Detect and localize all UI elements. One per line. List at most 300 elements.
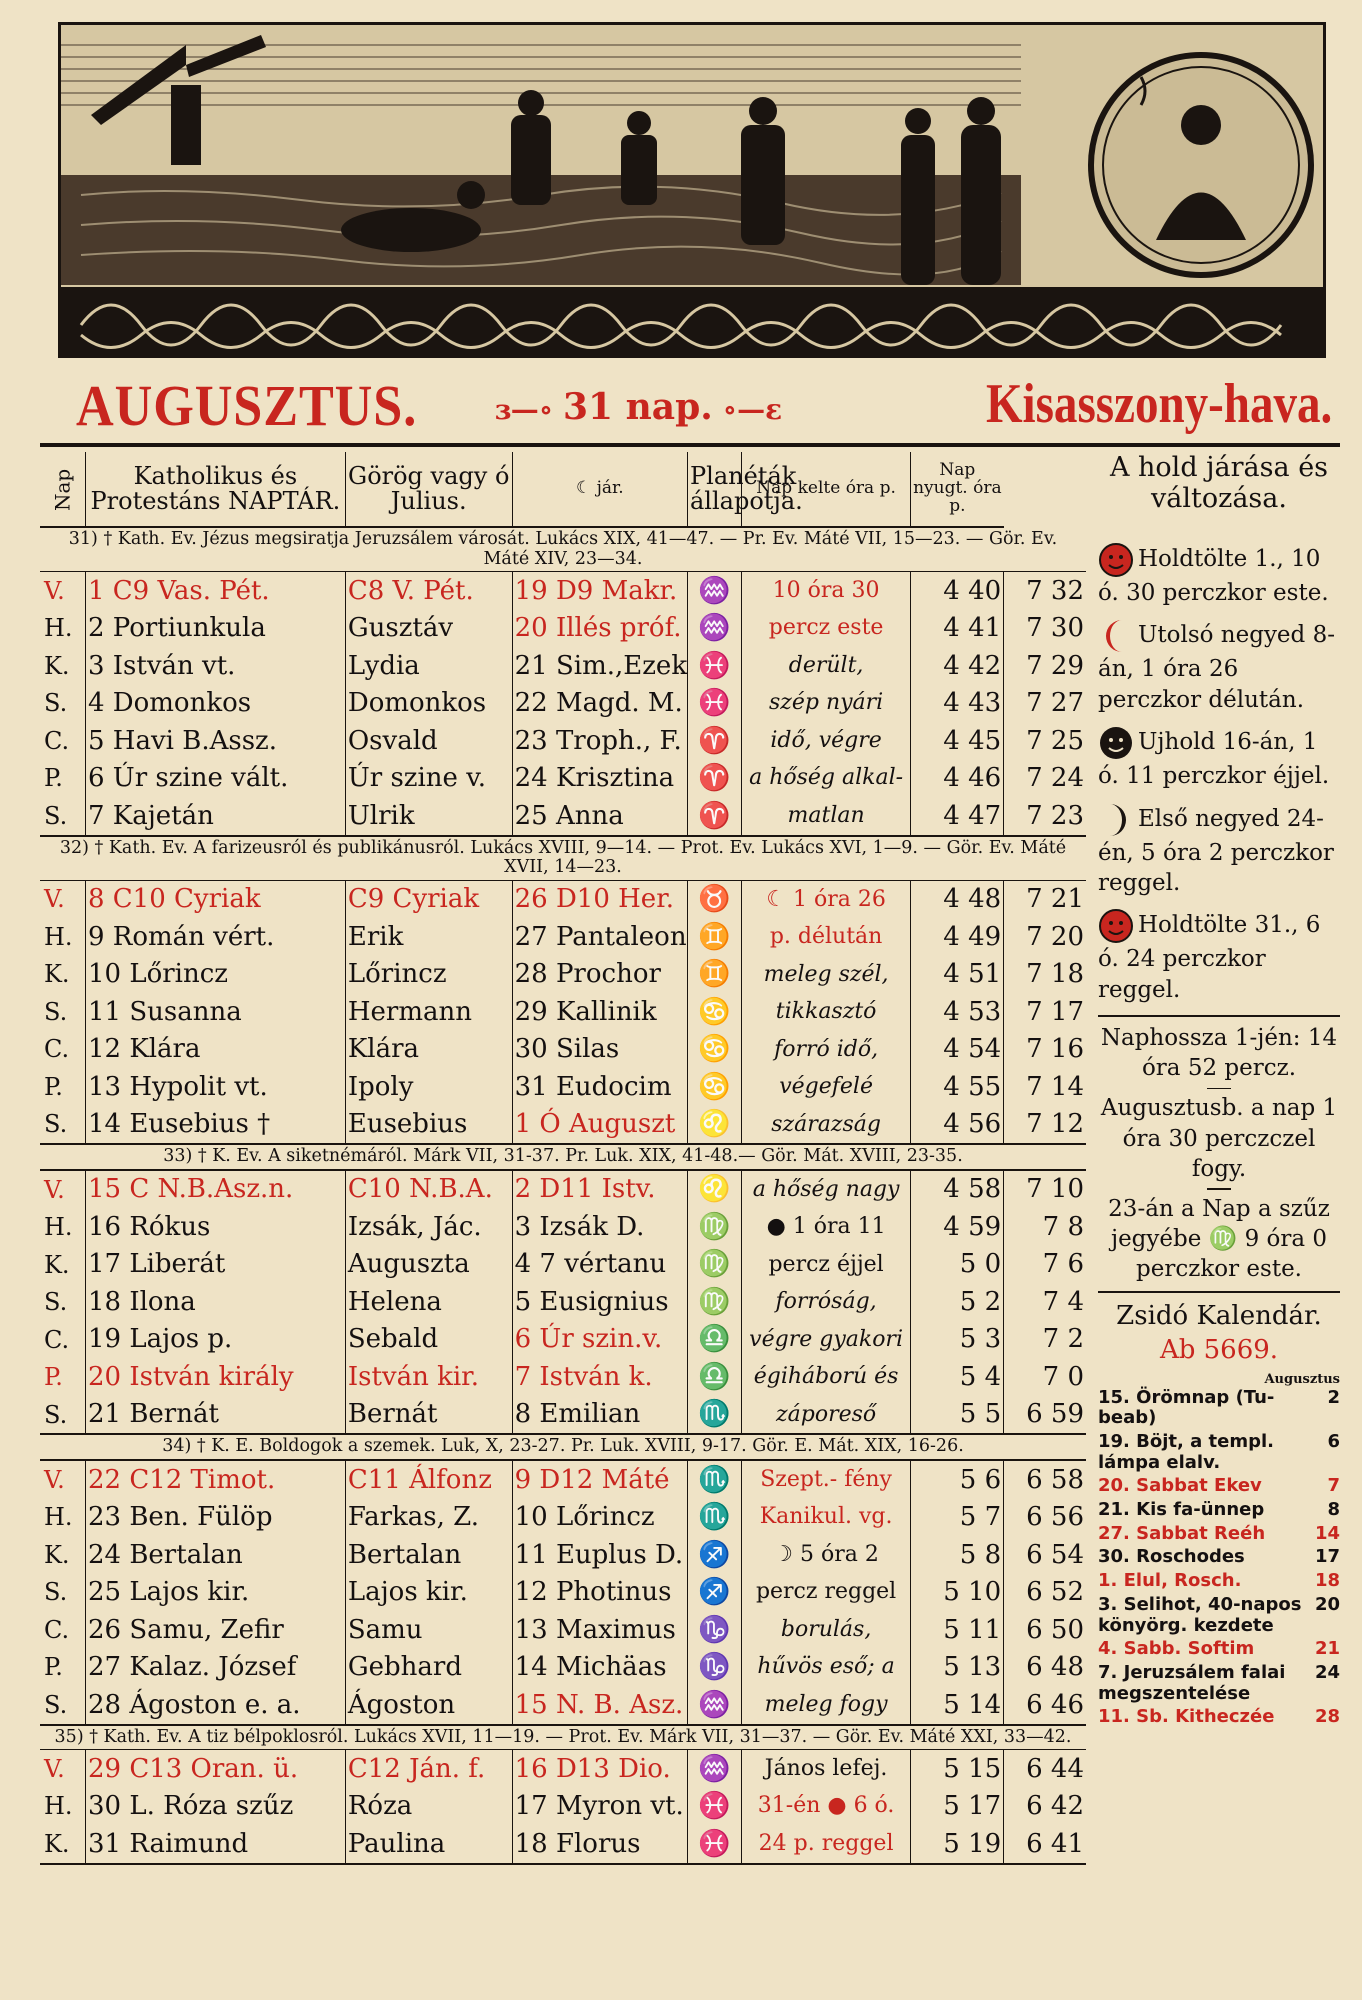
protestant-name-cell: Ágoston [345, 1686, 512, 1725]
greek-feast-cell: 26 D10 Her. [512, 880, 687, 918]
sunset-cell: 6 58 [1004, 1460, 1086, 1499]
protestant-name-cell: Erik [345, 918, 512, 956]
day-row [40, 1460, 1086, 1499]
header-rule [40, 443, 1340, 447]
greek-feast-cell: 13 Maximus [512, 1611, 687, 1649]
sunrise-cell: 5 19 [911, 1825, 1004, 1864]
catholic-feast-cell: 30 L. Róza szűz [85, 1788, 345, 1826]
jewish-calendar-item [1098, 1595, 1340, 1636]
jewish-calendar-day: 18 [1314, 1570, 1340, 1592]
day-row [40, 647, 1086, 685]
jewish-calendar-day: 21 [1314, 1638, 1340, 1660]
zodiac-icon: ♍ [688, 1246, 742, 1284]
col-nap: Nap [40, 452, 85, 527]
jewish-calendar-event: 3. Selihot, 40-napos könyörg. kezdete [1098, 1593, 1302, 1636]
protestant-name-cell: Samu [345, 1611, 512, 1649]
week-gospel-row [40, 1725, 1086, 1750]
day-row [40, 797, 1086, 836]
day-row [40, 1499, 1086, 1537]
zodiac-icon: ♋ [688, 1031, 742, 1069]
moon-phase-text: Utolsó negyed 8-án, 1 óra 26 perczkor délután. [1098, 622, 1335, 713]
greek-feast-cell: 1 Ó Auguszt [512, 1106, 687, 1145]
weekday-cell: V. [44, 1754, 65, 1783]
jewish-calendar-event: 20. Sabbat Ekev [1098, 1475, 1262, 1497]
day-row [40, 1396, 1086, 1435]
sunset-cell: 7 17 [1004, 993, 1086, 1031]
greek-feast-cell: 5 Eusignius [512, 1283, 687, 1321]
sidebar-short-rule [1207, 1088, 1231, 1090]
full-moon-icon [1098, 912, 1138, 938]
zodiac-icon: ♐ [688, 1536, 742, 1574]
moon-phase-item [1098, 618, 1340, 715]
protestant-name-cell: Auguszta [345, 1246, 512, 1284]
catholic-feast-cell: 26 Samu, Zefir [85, 1611, 345, 1649]
jewish-calendar-event: 15. Örömnap (Tubeab) [1098, 1386, 1275, 1429]
col-sunset: Nap nyugt. óra p. [911, 452, 1004, 527]
weather-cell: a hőség nagy [742, 1170, 911, 1209]
sidebar-short-rule [1207, 1188, 1231, 1190]
right-ornament-icon: ∘—ɛ [712, 393, 783, 426]
day-row [40, 1068, 1086, 1106]
sunrise-cell: 5 11 [911, 1611, 1004, 1649]
sunset-cell: 7 16 [1004, 1031, 1086, 1069]
weather-cell: ● 1 óra 11 [742, 1208, 911, 1246]
catholic-feast-cell: 5 Havi B.Assz. [85, 722, 345, 760]
weather-cell: 31-én ● 6 ó. [742, 1788, 911, 1826]
weekday-cell: K. [44, 651, 70, 680]
protestant-name-cell: Gusztáv [345, 610, 512, 648]
col-sunrise: Nap kelte óra p. [742, 452, 911, 527]
weather-cell: záporeső [742, 1396, 911, 1435]
catholic-feast-cell: 22 C12 Timot. [85, 1460, 345, 1499]
protestant-name-cell: Bertalan [345, 1536, 512, 1574]
sunrise-cell: 5 7 [911, 1499, 1004, 1537]
sunrise-cell: 4 40 [911, 572, 1004, 610]
protestant-name-cell: C9 Cyriak [345, 880, 512, 918]
sunrise-cell: 5 6 [911, 1460, 1004, 1499]
protestant-name-cell: István kir. [345, 1358, 512, 1396]
protestant-name-cell: Bernát [345, 1396, 512, 1435]
jewish-calendar-title: Zsidó Kalendár. [1116, 1300, 1322, 1331]
protestant-name-cell: Lajos kir. [345, 1574, 512, 1612]
week-gospel-row [40, 836, 1086, 881]
harvest-illustration [58, 22, 1326, 358]
weather-cell: percz reggel [742, 1574, 911, 1612]
protestant-name-cell: Eusebius [345, 1106, 512, 1145]
weekday-cell: P. [44, 1653, 63, 1682]
greek-feast-cell: 18 Florus [512, 1825, 687, 1864]
day-decrease: Augusztusb. a nap 1 óra 30 perczczel fogy. [1100, 1095, 1338, 1182]
greek-feast-cell: 10 Lőrincz [512, 1499, 687, 1537]
catholic-feast-cell: 7 Kajetán [85, 797, 345, 836]
weather-cell: 10 óra 30 [742, 572, 911, 610]
full-moon-icon [1098, 546, 1138, 572]
col-greek: Görög vagy ó Julius. [345, 452, 512, 527]
greek-feast-cell: 8 Emilian [512, 1396, 687, 1435]
greek-feast-cell: 29 Kallinik [512, 993, 687, 1031]
weather-cell: matlan [742, 797, 911, 836]
sunrise-cell: 4 45 [911, 722, 1004, 760]
weekday-cell: S. [44, 689, 68, 718]
greek-feast-cell: 25 Anna [512, 797, 687, 836]
sunset-cell: 7 10 [1004, 1170, 1086, 1209]
jewish-calendar-item [1098, 1571, 1340, 1592]
catholic-feast-cell: 1 C9 Vas. Pét. [85, 572, 345, 610]
sunset-cell: 7 32 [1004, 572, 1086, 610]
protestant-name-cell: Helena [345, 1283, 512, 1321]
greek-feast-cell: 7 István k. [512, 1358, 687, 1396]
day-row [40, 1358, 1086, 1396]
sunrise-cell: 5 0 [911, 1246, 1004, 1284]
sunrise-cell: 4 49 [911, 918, 1004, 956]
sunset-cell: 6 46 [1004, 1686, 1086, 1725]
moon-phase-item [1098, 908, 1340, 1005]
day-row [40, 1825, 1086, 1864]
catholic-feast-cell: 4 Domonkos [85, 685, 345, 723]
weather-cell: végre gyakori [742, 1321, 911, 1359]
sunrise-cell: 5 4 [911, 1358, 1004, 1396]
jewish-calendar-item [1098, 1524, 1340, 1545]
jewish-calendar-day: 28 [1314, 1706, 1340, 1728]
sunrise-cell: 5 3 [911, 1321, 1004, 1359]
jewish-calendar-event: 30. Roschodes [1098, 1546, 1245, 1568]
moon-phase-text: Holdtölte 1., 10 ó. 30 perczkor este. [1098, 546, 1329, 607]
greek-feast-cell: 16 D13 Dio. [512, 1750, 687, 1788]
weekday-cell: V. [44, 885, 65, 914]
protestant-name-cell: Hermann [345, 993, 512, 1031]
jewish-calendar-day: 6 [1327, 1431, 1340, 1452]
sunset-cell: 6 52 [1004, 1574, 1086, 1612]
sunset-cell: 7 29 [1004, 647, 1086, 685]
sunrise-cell: 4 42 [911, 647, 1004, 685]
greek-feast-cell: 27 Pantaleon [512, 918, 687, 956]
moon-phase-item [1098, 725, 1340, 791]
zodiac-icon: ♍ [688, 1283, 742, 1321]
zodiac-icon: ♍ [688, 1208, 742, 1246]
catholic-feast-cell: 17 Liberát [85, 1246, 345, 1284]
greek-feast-cell: 4 7 vértanu [512, 1246, 687, 1284]
weather-cell: János lefej. [742, 1750, 911, 1788]
first-quarter-icon [1098, 806, 1138, 832]
day-row [40, 1574, 1086, 1612]
moon-phases-title: A hold járása és változása. [1109, 452, 1329, 515]
week-gospel-text: 34) † K. E. Boldogok a szemek. Luk, X, 23-27. Pr. Luk. XVIII, 9-17. Gör. E. Mát. XIX, 16-26. [40, 1434, 1086, 1460]
weather-cell: égiháború és [742, 1358, 911, 1396]
sunrise-cell: 4 59 [911, 1208, 1004, 1246]
sunset-cell: 7 25 [1004, 722, 1086, 760]
sunrise-cell: 5 5 [911, 1396, 1004, 1435]
greek-feast-cell: 23 Troph., F. [512, 722, 687, 760]
week-gospel-text: 31) † Kath. Ev. Jézus megsiratja Jeruzsálem városát. Lukács XIX, 41—47. — Pr. Ev. Máté VII, 15—23. — Gör. Ev. Máté XIV, 23—34. [40, 527, 1086, 572]
day-row [40, 722, 1086, 760]
sunrise-cell: 4 58 [911, 1170, 1004, 1209]
sunrise-cell: 4 43 [911, 685, 1004, 723]
greek-feast-cell: 22 Magd. M. [512, 685, 687, 723]
protestant-name-cell: C8 V. Pét. [345, 572, 512, 610]
sunset-cell: 7 30 [1004, 610, 1086, 648]
greek-feast-cell: 12 Photinus [512, 1574, 687, 1612]
weather-cell: ☾ 1 óra 26 [742, 880, 911, 918]
protestant-name-cell: C11 Álfonz [345, 1460, 512, 1499]
weekday-cell: H. [44, 1792, 73, 1821]
moon-phase-text: Első negyed 24-én, 5 óra 2 perczkor reggel. [1098, 805, 1334, 896]
jewish-calendar-column-label: Augusztus [1264, 1372, 1340, 1388]
weekday-cell: C. [44, 1325, 70, 1354]
moon-phase-list [1098, 542, 1340, 1005]
col-planets: Planéták állapotja. [688, 452, 742, 527]
catholic-feast-cell: 12 Klára [85, 1031, 345, 1069]
jewish-calendar-event: 19. Böjt, a templ. lámpa elalv. [1098, 1431, 1274, 1473]
zodiac-icon: ♊ [688, 918, 742, 956]
sunset-cell: 7 12 [1004, 1106, 1086, 1145]
weather-cell: idő, végre [742, 722, 911, 760]
protestant-name-cell: Ipoly [345, 1068, 512, 1106]
sunrise-cell: 5 15 [911, 1750, 1004, 1788]
week-gospel-text: 33) † K. Ev. A siketnémáról. Márk VII, 31-37. Pr. Luk. XIX, 41-48.— Gör. Mát. XVIII, 23-35. [40, 1144, 1086, 1170]
sidebar [1098, 452, 1340, 1731]
week-gospel-row [40, 1434, 1086, 1460]
sun-sign-entry: 23-án a Nap a szűz jegyébe ♍ 9 óra 0 perczkor este. [1108, 1195, 1330, 1283]
catholic-feast-cell: 21 Bernát [85, 1396, 345, 1435]
weekday-cell: S. [40, 797, 85, 836]
moon-phase-text: Ujhold 16-án, 1 ó. 11 perczkor éjjel. [1098, 729, 1330, 790]
sunset-cell: 7 0 [1004, 1358, 1086, 1396]
day-length: Naphossza 1-jén: 14 óra 52 percz. [1100, 1024, 1338, 1082]
greek-feast-cell: 17 Myron vt. [512, 1788, 687, 1826]
sunset-cell: 7 4 [1004, 1283, 1086, 1321]
weekday-cell: C. [44, 1615, 70, 1644]
zodiac-icon: ♈ [688, 722, 742, 760]
day-row [40, 1750, 1086, 1788]
greek-feast-cell: 15 N. B. Asz. [512, 1686, 687, 1725]
sunrise-cell: 5 10 [911, 1574, 1004, 1612]
zodiac-icon: ♒ [688, 1750, 742, 1788]
jewish-calendar-day: 14 [1314, 1522, 1340, 1544]
zodiac-icon: ♈ [688, 797, 742, 836]
sunrise-cell: 5 17 [911, 1788, 1004, 1826]
weekday-cell: S. [40, 1686, 85, 1725]
weather-cell: ☽ 5 óra 2 [742, 1536, 911, 1574]
jewish-calendar-item [1098, 1432, 1340, 1473]
jewish-calendar-day: 2 [1327, 1386, 1340, 1408]
sunrise-cell: 4 51 [911, 956, 1004, 994]
moon-phase-text: Holdtölte 31., 6 ó. 24 perczkor reggel. [1098, 912, 1321, 1003]
day-row [40, 1283, 1086, 1321]
zodiac-icon: ♓ [688, 1825, 742, 1864]
greek-feast-cell: 20 Illés próf. [512, 610, 687, 648]
day-row [40, 685, 1086, 723]
zodiac-icon: ♌ [688, 1106, 742, 1145]
sunrise-cell: 5 13 [911, 1649, 1004, 1687]
jewish-calendar-item [1098, 1547, 1340, 1568]
col-catholic: Katholikus és Protestáns NAPTÁR. [85, 452, 345, 527]
day-row [40, 610, 1086, 648]
day-row [40, 1611, 1086, 1649]
day-row [40, 1170, 1086, 1209]
protestant-name-cell: Osvald [345, 722, 512, 760]
greek-feast-cell: 21 Sim.,Ezek [512, 647, 687, 685]
catholic-feast-cell: 23 Ben. Fülöp [85, 1499, 345, 1537]
jewish-calendar-item [1098, 1639, 1340, 1660]
weekday-cell: C. [44, 1035, 70, 1064]
sunset-cell: 7 27 [1004, 685, 1086, 723]
jewish-calendar-event: 7. Jeruzsálem falai megszentelése [1098, 1661, 1286, 1704]
zodiac-icon: ♐ [688, 1574, 742, 1612]
weekday-cell: K. [44, 960, 70, 989]
sidebar-divider [1098, 1291, 1340, 1293]
greek-feast-cell: 2 D11 Istv. [512, 1170, 687, 1209]
weather-cell: Szept.- fény [742, 1460, 911, 1499]
day-row [40, 1208, 1086, 1246]
greek-feast-cell: 19 D9 Makr. [512, 572, 687, 610]
day-row [40, 993, 1086, 1031]
zodiac-icon: ♎ [688, 1358, 742, 1396]
zodiac-icon: ♏ [688, 1499, 742, 1537]
week-gospel-row [40, 1144, 1086, 1170]
protestant-name-cell: Farkas, Z. [345, 1499, 512, 1537]
protestant-name-cell: Ulrik [345, 797, 512, 836]
zodiac-icon: ♓ [688, 1788, 742, 1826]
sunrise-cell: 5 2 [911, 1283, 1004, 1321]
greek-feast-cell: 24 Krisztina [512, 760, 687, 798]
weekday-cell: S. [44, 1578, 68, 1607]
sunrise-cell: 4 53 [911, 993, 1004, 1031]
sunrise-cell: 4 54 [911, 1031, 1004, 1069]
sunrise-cell: 4 56 [911, 1106, 1004, 1145]
jewish-calendar-event: 11. Sb. Kitheczée [1098, 1706, 1275, 1728]
weather-cell: meleg fogy [742, 1686, 911, 1725]
zodiac-icon: ♑ [688, 1649, 742, 1687]
weekday-cell: P. [44, 1363, 63, 1392]
day-row [40, 1536, 1086, 1574]
protestant-name-cell: Úr szine v. [345, 760, 512, 798]
weekday-cell: H. [44, 614, 73, 643]
zodiac-icon: ♈ [688, 760, 742, 798]
jewish-calendar-list [1098, 1388, 1340, 1728]
greek-feast-cell: 30 Silas [512, 1031, 687, 1069]
zodiac-icon: ♒ [688, 572, 742, 610]
jewish-calendar-item [1098, 1707, 1340, 1728]
greek-feast-cell: 28 Prochor [512, 956, 687, 994]
weather-cell: forró idő, [742, 1031, 911, 1069]
protestant-name-cell: Lydia [345, 647, 512, 685]
jewish-calendar-event: 4. Sabb. Softim [1098, 1638, 1255, 1660]
weather-cell: végefelé [742, 1068, 911, 1106]
jewish-calendar-item [1098, 1500, 1340, 1521]
protestant-name-cell: Klára [345, 1031, 512, 1069]
zodiac-icon: ♌ [688, 1170, 742, 1209]
sunset-cell: 6 56 [1004, 1499, 1086, 1537]
weather-cell: szárazság [742, 1106, 911, 1145]
sunset-cell: 7 6 [1004, 1246, 1086, 1284]
zodiac-icon: ♋ [688, 993, 742, 1031]
catholic-feast-cell: 14 Eusebius † [85, 1106, 345, 1145]
weather-cell: percz éjjel [742, 1246, 911, 1284]
protestant-name-cell: Lőrincz [345, 956, 512, 994]
catholic-feast-cell: 18 Ilona [85, 1283, 345, 1321]
day-row [40, 1031, 1086, 1069]
greek-feast-cell: 14 Michäas [512, 1649, 687, 1687]
moon-phase-item [1098, 542, 1340, 608]
catholic-feast-cell: 13 Hypolit vt. [85, 1068, 345, 1106]
weekday-cell: S. [44, 1288, 68, 1317]
day-row [40, 1686, 1086, 1725]
zodiac-icon: ♒ [688, 610, 742, 648]
left-ornament-icon: ɜ—∘ [495, 393, 563, 426]
catholic-feast-cell: 9 Román vért. [85, 918, 345, 956]
weekday-cell: V. [44, 576, 65, 605]
medallion-icon [1091, 55, 1311, 275]
catholic-feast-cell: 19 Lajos p. [85, 1321, 345, 1359]
sunset-cell: 7 20 [1004, 918, 1086, 956]
days-count-text: 31 nap. [563, 386, 713, 428]
zodiac-icon: ♑ [688, 1611, 742, 1649]
sunrise-cell: 4 55 [911, 1068, 1004, 1106]
week-gospel-row [40, 527, 1086, 572]
day-row [40, 1788, 1086, 1826]
sunrise-cell: 5 14 [911, 1686, 1004, 1725]
weekday-cell: H. [44, 1503, 73, 1532]
greek-feast-cell: 11 Euplus D. [512, 1536, 687, 1574]
weather-cell: borulás, [742, 1611, 911, 1649]
protestant-name-cell: Izsák, Jác. [345, 1208, 512, 1246]
catholic-feast-cell: 25 Lajos kir. [85, 1574, 345, 1612]
weekday-cell: K. [44, 1250, 70, 1279]
last-quarter-icon [1098, 622, 1138, 648]
month-alt-name: Kisasszony-hava. [985, 373, 1332, 435]
sunset-cell: 6 59 [1004, 1396, 1086, 1435]
weather-cell: Kanikul. vg. [742, 1499, 911, 1537]
jewish-calendar-event: 21. Kis fa-ünnep [1098, 1499, 1265, 1521]
sunset-cell: 7 8 [1004, 1208, 1086, 1246]
moon-phase-item [1098, 802, 1340, 899]
protestant-name-cell: Domonkos [345, 685, 512, 723]
jewish-calendar-event: 1. Elul, Rosch. [1098, 1570, 1242, 1592]
weekday-cell: P. [44, 764, 63, 793]
protestant-name-cell: Róza [345, 1788, 512, 1826]
col-moon: ☾ jár. [512, 452, 687, 527]
catholic-feast-cell: 24 Bertalan [85, 1536, 345, 1574]
sunset-cell: 7 24 [1004, 760, 1086, 798]
catholic-feast-cell: 3 István vt. [85, 647, 345, 685]
catholic-feast-cell: 31 Raimund [85, 1825, 345, 1864]
weekday-cell: H. [44, 922, 73, 951]
catholic-feast-cell: 27 Kalaz. József [85, 1649, 345, 1687]
sunset-cell: 7 18 [1004, 956, 1086, 994]
protestant-name-cell: Gebhard [345, 1649, 512, 1687]
week-gospel-text: 32) † Kath. Ev. A farizeusról és publikánusról. Lukács XVIII, 9—14. — Prot. Ev. Lukács XVI, 1—9. — Gör. Ev. Máté XVII, 14—23. [40, 836, 1086, 881]
weekday-cell: S. [40, 1106, 85, 1145]
protestant-name-cell: C10 N.B.A. [345, 1170, 512, 1209]
catholic-feast-cell: 11 Susanna [85, 993, 345, 1031]
day-row [40, 956, 1086, 994]
weekday-cell: V. [44, 1175, 65, 1204]
sunset-cell: 7 23 [1004, 797, 1086, 836]
weather-cell: forróság, [742, 1283, 911, 1321]
jewish-calendar-year: Ab 5669. [1159, 1335, 1279, 1366]
zodiac-icon: ♏ [688, 1396, 742, 1435]
calendar-table [40, 452, 1086, 1865]
jewish-calendar-day: 24 [1314, 1661, 1340, 1683]
weekday-cell: S. [40, 1396, 85, 1435]
catholic-feast-cell: 15 C N.B.Asz.n. [85, 1170, 345, 1209]
sunrise-cell: 4 46 [911, 760, 1004, 798]
day-row [40, 880, 1086, 918]
greek-feast-cell: 31 Eudocim [512, 1068, 687, 1106]
jewish-calendar-day: 17 [1314, 1546, 1340, 1568]
catholic-feast-cell: 20 István király [85, 1358, 345, 1396]
sunset-cell: 6 42 [1004, 1788, 1086, 1826]
